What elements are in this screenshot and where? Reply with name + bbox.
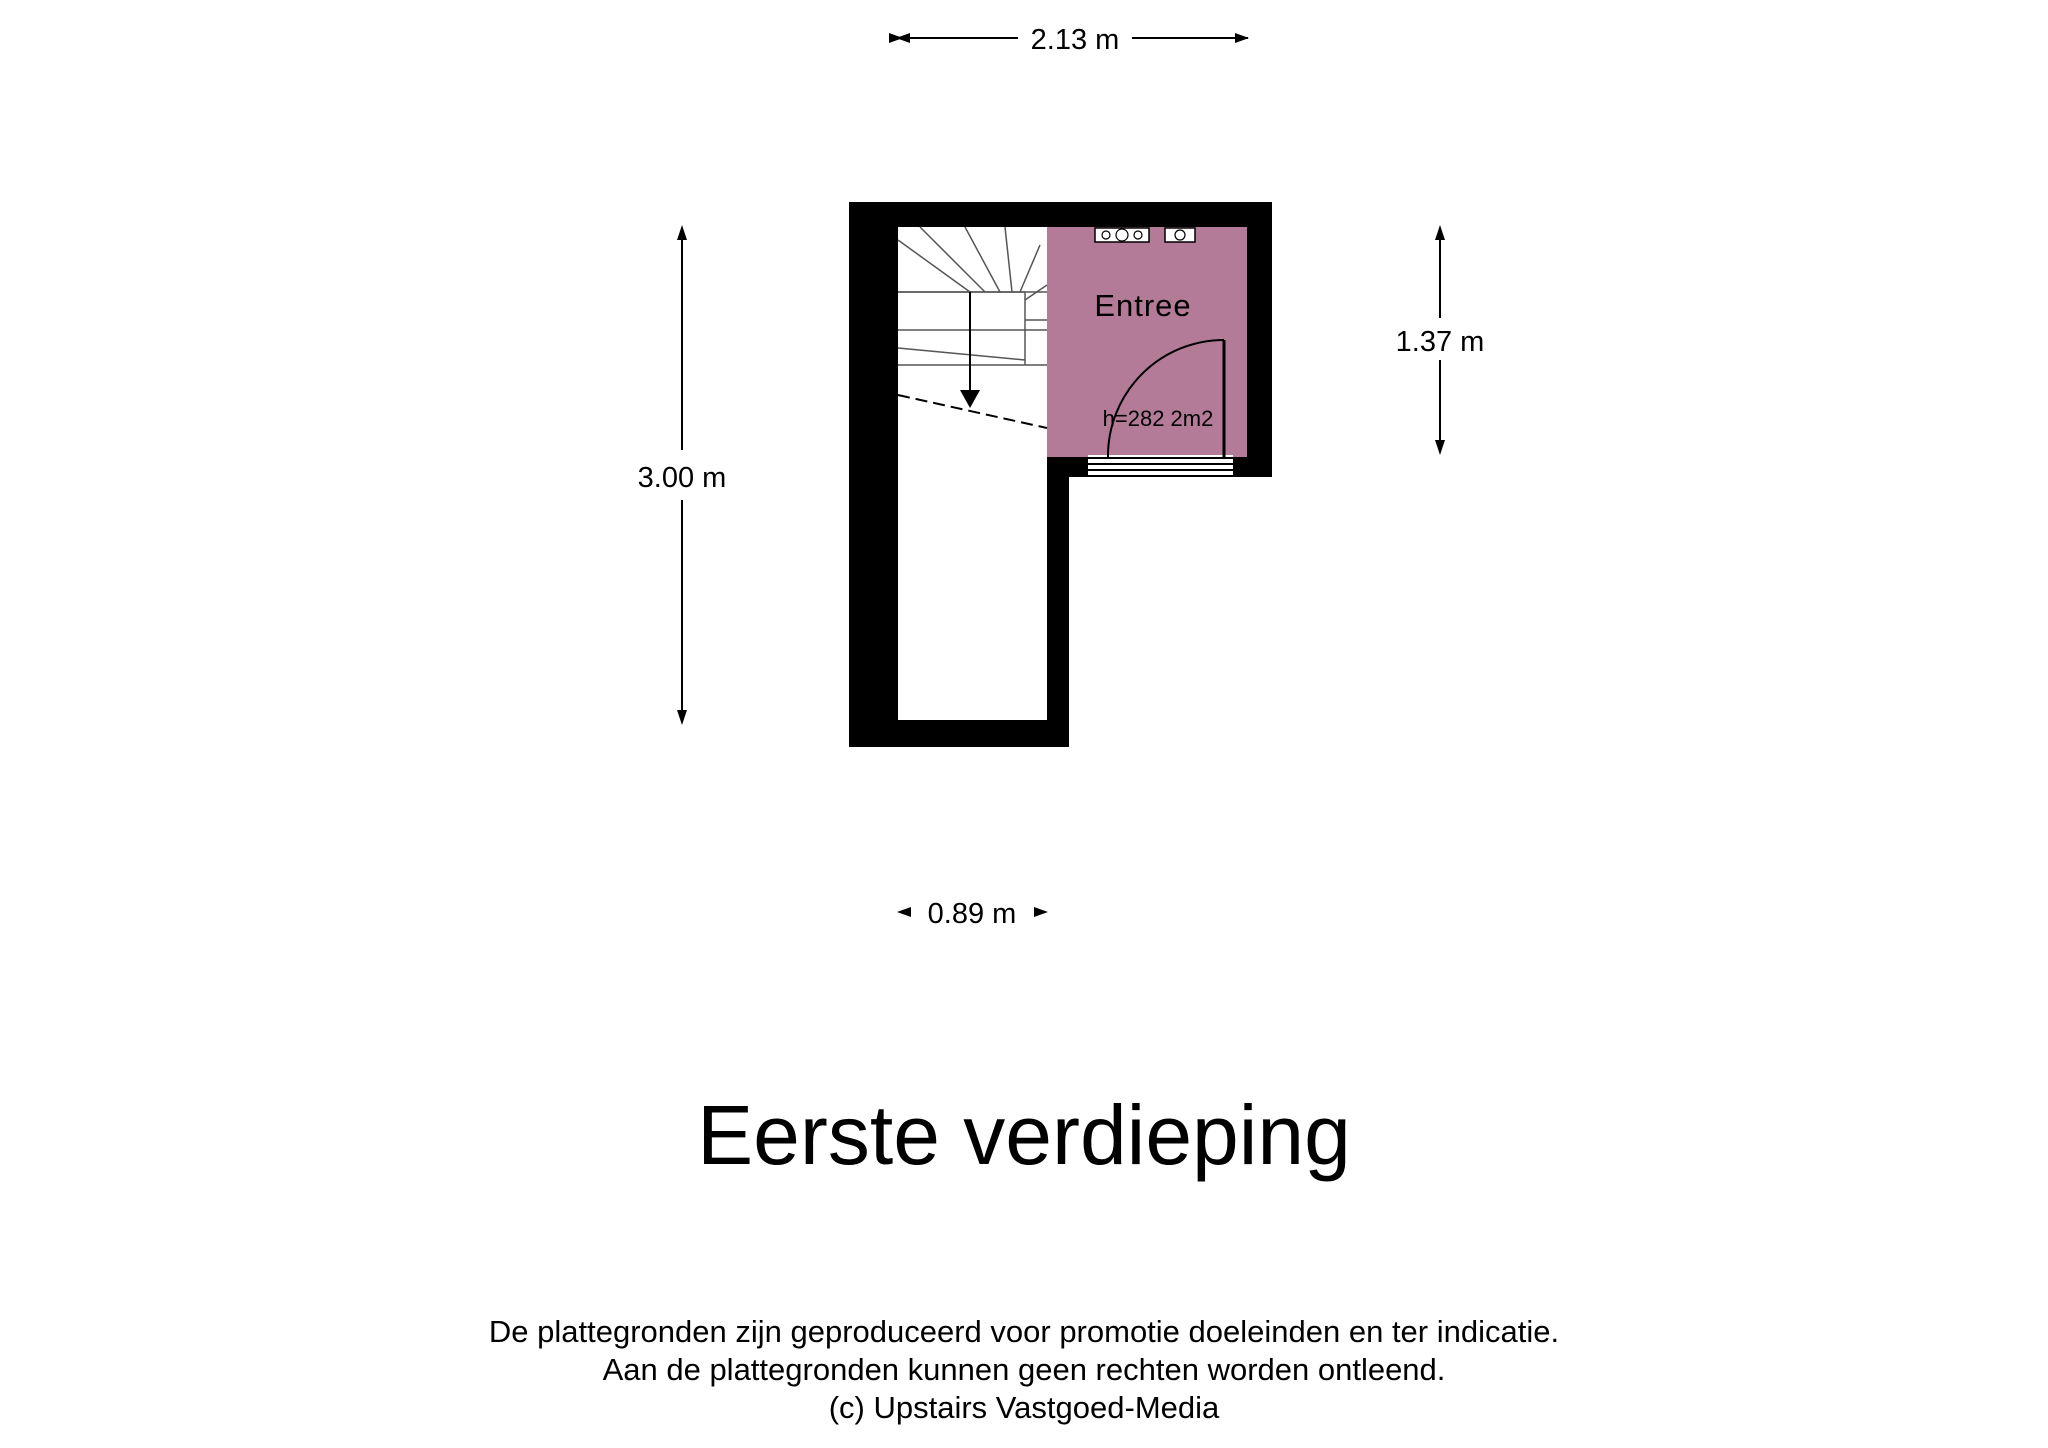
disclaimer-line-3: (c) Upstairs Vastgoed-Media (828, 1390, 1220, 1425)
dimension-left-height-label: 3.00 m (637, 462, 727, 494)
room-name-entree: Entree (1094, 288, 1192, 323)
disclaimer (0, 1313, 2048, 1427)
dimension-bottom-width-label: 0.89 m (927, 898, 1017, 930)
room-area-entree: h=282 2m2 (1102, 406, 1214, 431)
dimension-top-width (896, 24, 1248, 56)
meter-icons (1095, 228, 1195, 242)
dimension-right-height (1396, 225, 1485, 455)
dimension-left-height (638, 225, 727, 725)
disclaimer-line-2: Aan de plattegronden kunnen geen rechten worden ontleend. (602, 1352, 1446, 1387)
floor-title: Eerste verdieping (697, 1088, 1351, 1182)
electric-meter-icon (1095, 228, 1149, 242)
disclaimer-line-1: De plattegronden zijn geproduceerd voor promotie doeleinden en ter indicatie. (488, 1314, 1560, 1349)
dimension-bottom-width (897, 898, 1048, 930)
dimension-right-height-label: 1.37 m (1395, 326, 1485, 358)
dimension-top-width-label: 2.13 m (1030, 24, 1120, 56)
